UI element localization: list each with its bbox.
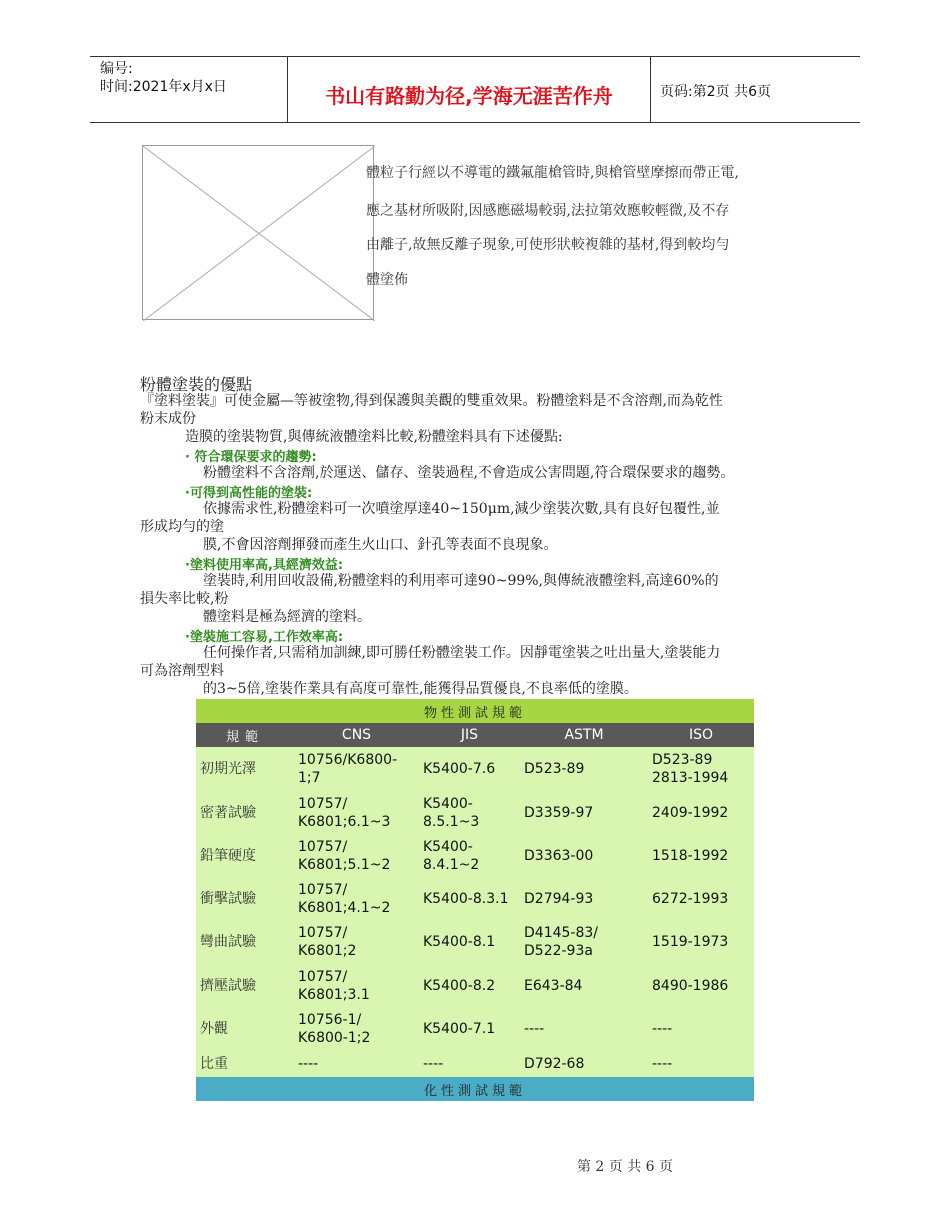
para-1-line-2: 粉末成份 (140, 411, 196, 427)
table-row (196, 747, 754, 791)
table-cell: K5400-8.2 (419, 964, 520, 1007)
table-cell: 10757/ K6801;2 (294, 920, 419, 964)
table-cell: 1518-1992 (648, 834, 754, 877)
bullet-1-title: · 符合環保要求的趨勢: (185, 450, 317, 465)
intro-line-2: 應之基材所吸附,因感應磁場較弱,法拉第效應較輕微,及不存 (366, 203, 730, 219)
table-cell: D4145-83/ D522-93a (520, 920, 648, 964)
page-footer: 第 2 页 共 6 页 (576, 1159, 674, 1175)
table-title: 物性測試規範 (196, 699, 754, 723)
table-cell: D3363-00 (520, 834, 648, 877)
table-footer-row (196, 1077, 754, 1101)
table-cell: ---- (294, 1051, 419, 1077)
intro-line-4: 體塗佈 (366, 272, 408, 288)
bullet-3-line-2: 損失率比較,粉 (140, 591, 229, 607)
table-cell: E643-84 (520, 964, 648, 1007)
table-row-label: 密著試驗 (196, 791, 294, 834)
table-row-label: 衝擊試驗 (196, 877, 294, 920)
table-row (196, 877, 754, 920)
table-cell: 10757/ K6801;5.1~2 (294, 834, 419, 877)
table-cell: ---- (520, 1007, 648, 1051)
table-row-label: 比重 (196, 1051, 294, 1077)
table-cell: 10757/ K6801;3.1 (294, 964, 419, 1007)
table-cell: ---- (648, 1007, 754, 1051)
table-cell: 10757/ K6801;6.1~3 (294, 791, 419, 834)
intro-line-3: 由離子,故無反離子現象,可使形狀較複雜的基材,得到較均勻 (366, 237, 730, 253)
table-row-label: 擠壓試驗 (196, 964, 294, 1007)
intro-line-1: 體粒子行經以不導電的鐵氟龍槍管時,與槍管壁摩擦而帶正電, (366, 165, 739, 181)
para-1-line-3: 造膜的塗裝物質,與傳統液體塗料比較,粉體塗料具有下述優點: (185, 429, 563, 445)
bullet-3-title: ·塗料使用率高,具經濟效益: (185, 558, 344, 573)
table-header-row (196, 723, 754, 747)
bullet-2-line-2: 形成均勻的塗 (140, 519, 224, 535)
table-cell: D792-68 (520, 1051, 648, 1077)
image-placeholder (142, 145, 374, 320)
table-cell: 10756-1/ K6800-1;2 (294, 1007, 419, 1051)
header-meta (100, 60, 227, 96)
table-cell: 10757/ K6801;4.1~2 (294, 877, 419, 920)
header-time-label: 时间:2021年x月x日 (100, 79, 227, 95)
table-cell: K5400-7.6 (419, 747, 520, 791)
table-row (196, 1007, 754, 1051)
bullet-2-title: ·可得到高性能的塗裝: (185, 486, 313, 501)
table-cell: ---- (419, 1051, 520, 1077)
bullet-4-title: ·塗裝施工容易,工作效率高: (185, 630, 344, 645)
table-row (196, 964, 754, 1007)
image-placeholder-cross-icon (143, 146, 375, 321)
bullet-2-line-3: 膜,不會因溶劑揮發而產生火山口、針孔等表面不良現象。 (203, 537, 558, 553)
table-cell: 1519-1973 (648, 920, 754, 964)
header-bottom-rule (90, 122, 860, 123)
table-header-cell: CNS (294, 723, 419, 747)
table-cell: D3359-97 (520, 791, 648, 834)
bullet-1-line-1: 粉體塗料不含溶劑,於運送、儲存、塗裝過程,不會造成公害問題,符合環保要求的趨勢。 (203, 465, 735, 481)
table-cell: 10756/K6800- 1;7 (294, 747, 419, 791)
table-cell: K5400- 8.5.1~3 (419, 791, 520, 834)
bullet-2-line-1: 依據需求性,粉體塗料可一次噴塗厚達40~150μm,減少塗裝次數,具有良好包覆性,並 (203, 501, 720, 517)
bullet-3-line-3: 體塗料是極為經濟的塗料。 (203, 609, 371, 625)
table-cell: D523-89 (520, 747, 648, 791)
table-cell: K5400-8.1 (419, 920, 520, 964)
header-number-label: 编号: (100, 61, 133, 77)
table-row-label: 初期光澤 (196, 747, 294, 791)
table-cell: K5400-7.1 (419, 1007, 520, 1051)
header-top-rule (90, 56, 860, 57)
header-divider-2 (650, 57, 651, 122)
table-row (196, 1051, 754, 1077)
table-cell: D2794-93 (520, 877, 648, 920)
table-header-cell: ASTM (520, 723, 648, 747)
section-title: 粉體塗裝的優點 (140, 375, 253, 394)
table-cell: 2409-1992 (648, 791, 754, 834)
table-row (196, 834, 754, 877)
table-cell: ---- (648, 1051, 754, 1077)
table-cell: 6272-1993 (648, 877, 754, 920)
table-title-row (196, 699, 754, 723)
physical-test-spec-table (196, 699, 754, 1101)
table-row-label: 外觀 (196, 1007, 294, 1051)
table-row-label: 彎曲試驗 (196, 920, 294, 964)
header-page-label: 页码:第2页 共6页 (660, 84, 771, 100)
table-cell: 8490-1986 (648, 964, 754, 1007)
bullet-4-line-2: 可為溶劑型料 (140, 663, 224, 679)
table-header-cell: ISO (648, 723, 754, 747)
table-row (196, 791, 754, 834)
table-header-cell: JIS (419, 723, 520, 747)
bullet-4-line-3: 的3~5倍,塗裝作業具有高度可靠性,能獲得品質優良,不良率低的塗膜。 (203, 681, 638, 697)
para-1-line-1: 『塗料塗裝』可使金屬—等被塗物,得到保護與美觀的雙重效果。粉體塗料是不含溶劑,而為乾性 (140, 393, 723, 409)
bullet-4-line-1: 任何操作者,只需稍加訓練,即可勝任粉體塗裝工作。因靜電塗裝之吐出量大,塗裝能力 (203, 645, 721, 661)
table-row-label: 鉛筆硬度 (196, 834, 294, 877)
table-header-cell: 規範 (196, 723, 294, 747)
table-cell: K5400- 8.4.1~2 (419, 834, 520, 877)
header-motto: 书山有路勤为径,学海无涯苦作舟 (325, 84, 613, 108)
table-row (196, 920, 754, 964)
table-cell: D523-89 2813-1994 (648, 747, 754, 791)
table-footer-title: 化性測試規範 (196, 1077, 754, 1101)
table-cell: K5400-8.3.1 (419, 877, 520, 920)
bullet-3-line-1: 塗裝時,利用回收設備,粉體塗料的利用率可達90~99%,與傳統液體塗料,高達60%的 (203, 573, 719, 589)
